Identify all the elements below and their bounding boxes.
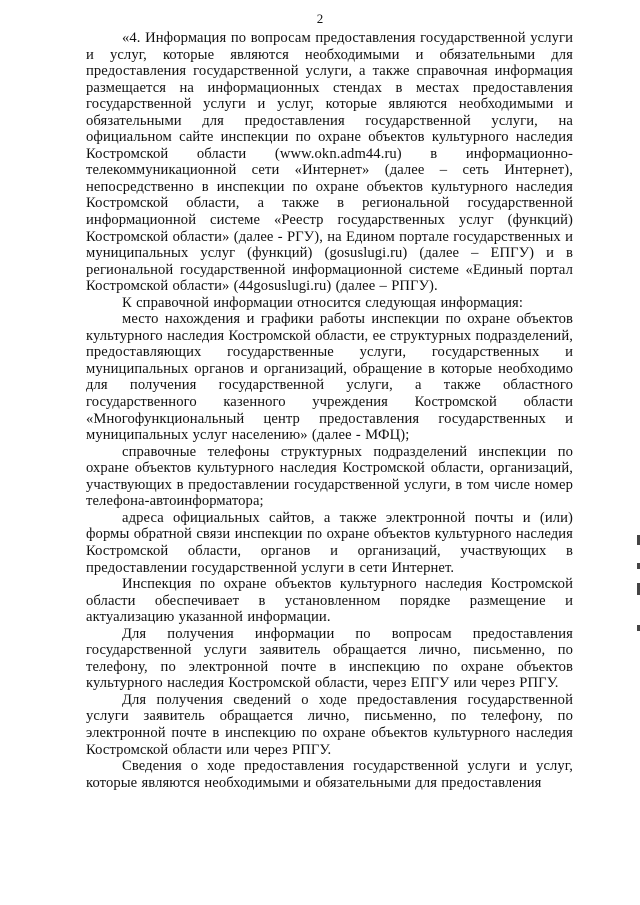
paragraph-section-4: «4. Информация по вопросам предоставления государственной услуги и услуг, которые являются необходимыми и обязательными для предоставления государственной услуги, а также справочная информация размещается на информационных стендах в местах предоставления государственной услуги и услуг, которые являются необходимыми и обязательными для предоставления государственной услуги, на официальном сайте инспекции по охране объектов культурного наследия Костромской области (www.okn.adm44.ru) в информационно-телекоммуникационной сети «Интернет» (далее – сеть Интернет), непосредственно в инспекции по охране объектов культурного наследия Костромской области, а также в региональной государственной информационной системе «Реестр государственных услуг (функций) Костромской области» (далее - РГУ), на Едином портале государственных и муниципальных услуг (функций) (gosuslugi.ru) (далее – ЕПГУ) и в региональной государственной информационной системе «Единый портал Костромской области» (44gosuslugi.ru) (далее – РПГУ). [86, 30, 573, 295]
scan-edge-marks [634, 535, 640, 631]
document-body [86, 30, 573, 791]
paragraph-reference-phones: справочные телефоны структурных подразделений инспекции по охране объектов культурного наследия Костромской области, организаций, участвующих в предоставлении государственной услуги, в том числе номер телефона-автоинформатора; [86, 443, 573, 510]
paragraph-progress-details: Сведения о ходе предоставления государственной услуги и услуг, которые являются необходимыми и обязательными для предоставления [86, 758, 573, 791]
paragraph-website-addresses: адреса официальных сайтов, а также электронной почты и (или) формы обратной связи инспекции по охране объектов культурного наследия Костромской области, органов и организаций, участвующих в предоставлении государственной услуги в сети Интернет. [86, 509, 573, 576]
paragraph-inspection-ensures: Инспекция по охране объектов культурного наследия Костромской области обеспечивает в установленном порядке размещение и актуализацию указанной информации. [86, 576, 573, 626]
paragraph-progress-information: Для получения сведений о ходе предоставления государственной услуги заявитель обращается лично, письменно, по телефону, по электронной почте в инспекцию по охране объектов культурного наследия Костромской области или через РПГУ. [86, 691, 573, 758]
paragraph-location-schedule: место нахождения и графики работы инспекции по охране объектов культурного наследия Костромской области, ее структурных подразделений, предоставляющих государственные услуги, государственных и муниципальных органов и организаций, обращение в которые необходимо для получения государственной услуги, а также областного государственного казенного учреждения Костромской области «Многофункциональный центр предоставления государственных и муниципальных услуг населению» (далее - МФЦ); [86, 311, 573, 444]
paragraph-reference-info-intro: К справочной информации относится следующая информация: [122, 294, 524, 311]
paragraph-obtaining-information: Для получения информации по вопросам предоставления государственной услуги заявитель обращается лично, письменно, по телефону, по электронной почте в инспекцию по охране объектов культурного наследия Костромской области, через ЕПГУ или через РПГУ. [86, 625, 573, 692]
page-number: 2 [316, 11, 324, 26]
